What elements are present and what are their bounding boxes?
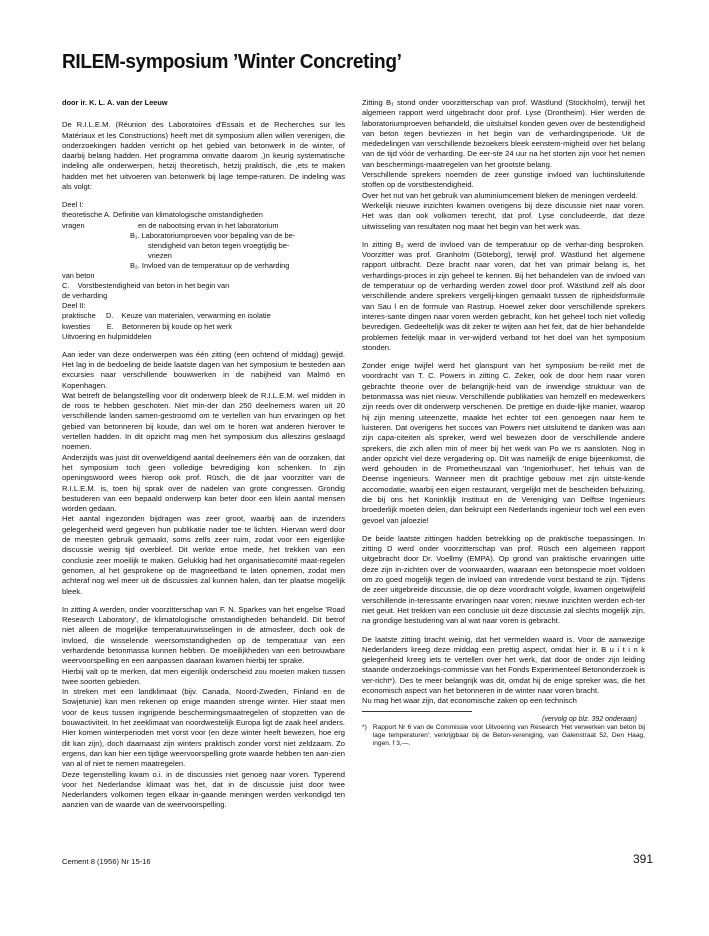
toc-line: B₁. Laboratoriumproeven voor bepaling van de be- <box>130 230 296 240</box>
body-paragraph: Aan ieder van deze onderwerpen was één zitting (een ochtend of middag) gewijd. Het lag in de bedoeling de beide laatste dagen van het symposium te besteden aan excursies naar verschillende bouwwerken in de nabijheid van Malmö en Kopenhagen. Wat betreft de belangstelling voor dit onderwerp bleek de R.I.L.E.M. wel midden in de roos te hebben geschoten. Niet min-der dan 250 deelnemers waren uit 20 verschillende landen samen-gestroomd om te vertellen van hun ervaringen op het gebied van betonneren bij koude, dan wel om te horen wat anderen hierover te vertellen hadden. In dit opzicht mag men het symposium dus alleszins geslaagd noemen. Anderzijds was juist dit overweldigend aantal deelnemers één van de oorzaken, dat het symposium toch geen volledige bevrediging kon schenken. In zijn openingswoord wees hierop ook prof. Rüsch, die dit jaar voorzitter van de R.I.L.E.M. is, toen hij sprak over de nadelen van grote congressen. Grondig bestuderen van een bepaald onderwerp kan beter door een klein aantal mensen worden gedaan. Het aantal ingezonden bijdragen was zeer groot, waarbij aan de inzenders gelegenheid werd gegeven hun publikatie nader toe te lichten. Hiervan werd door de meesten gebruik gemaakt, soms zelfs zeer ruim, zodat voor een eigenlijke discussie weinig tijd overbleef. Dit werkte ertoe mede, het trekken van een conclusie zeer moeilijk te maken. Gelukkig had het organisatiecomité maat-regelen genomen, al het gesprokene op de magneetband te laten opnemen, zodat men achteraf nog wel meer uit de discussies zal kunnen halen, dan ter plaatse mogelijk bleek. <box>62 349 345 596</box>
toc-line: van beton <box>62 271 95 281</box>
toc-line: Deel I: <box>62 200 84 210</box>
toc-line: Deel II: <box>62 301 86 311</box>
toc-line: Uitvoering en hulpmiddelen <box>62 331 152 341</box>
left-column <box>62 98 345 819</box>
footnote <box>362 724 645 749</box>
journal-footer: Cement 8 (1956) Nr 15-16 <box>62 857 151 866</box>
toc-line: B₂. Invloed van de temperatuur op de verharding <box>130 260 290 270</box>
toc-line: de verharding <box>62 291 108 301</box>
intro-paragraph: De R.I.L.E.M. (Réunion des Laboratoires d'Essais et de Recherches sur les Matériaux et les Constructions) heeft met dit symposium allen willen verenigen, die onderzoekingen hadden verricht op het gebied van betonwerk in de winter, of daarbij belang hadden. Het programma omvatte daarom ,)n keurig systematische indeling alle onderwerpen, hetzij theoretisch, hetzij praktisch, die ,ets te maken hadden met het uitvoeren van betonwerk bij lage tempe-raturen. De indeling was als volgt: <box>62 120 345 192</box>
body-paragraph: In zitting A werden, onder voorzitterschap van F. N. Sparkes van het engelse 'Road Research Laboratory', de klimatologische omstandigheden behandeld. Dit betrof niet alleen de mogelijke temperatuurwisselingen in de atmosfeer, doch ook de invloed, die wisselende weersomstandigheden op de temperatuur van een verhardende betonmassa kunnen hebben. De moeilijkheden van een betrouwbare weervoorspelling en een aanpassen daaraan kwamen hierbij ter sprake. Hierbij valt op te merken, dat men eigenlijk onderscheid zou moeten maken tussen twee soorten gebieden. In streken met een landklimaat (bijv. Canada, Noord-Zweden, Finland en de Sowjetunie) kan men rekenen op enige maanden strenge winter. Hier staat men voor de keus tussen ingrijpende beschermingsmaatregelen of stopzetten van de bouwactiviteit. In het zeeklimaat van noordwestelijk Europa ligt de zaak heel anders. Hier komen winterperioden met vorst voor (en deze winter heeft bewezen, hoe erg dit kan zijn), doch daarnaast zijn winters praktisch zonder vorst niet zeldzaam. Zo ergens, dan kan hier een tijdige weervoorspelling grote waarde hebben ten aan-zien van al of niet te nemen maatregelen. Deze tegenstelling kwam o.i. in de discussies niet genoeg naar voren. Typerend voor het Nederlandse klimaat was het, dat in de discussie juist door twee Nederlanders volkomen tegen elkaar in-gaande meningen werden verkondigd ten aanzien van de waarde van de weervoorspelling. <box>62 604 345 810</box>
footnote-mark: *) <box>362 723 367 731</box>
right-column <box>362 98 645 749</box>
body-paragraph: In zitting B₂ werd de invloed van de temperatuur op de verhar-ding besproken. Voorzitter was prof. Granholm (Göteborg), terwijl prof. Wästlund het algemene rapport uitbracht. Deze bracht naar voren, dat het van primair belang is, het verhardings-proces in zijn geheel te kennen. Bij het behandelen van de invloed van de temperatuur op de verharding werden zowel door prof. Wästlund zelf als door verschillende andere sprekers vergelij-kingen gemaakt tussen de rijpheidsformule van Sau l en de formule van Rastrup. Hoewel zeker door verschillende sprekers interes-sante dingen naar voren werden gebracht, kon het geheel toch niet volledig bevredigen. Gedeeltelijk was dit zeker te wijten aan het feit, dat de hier behandelde problemen feitelijk maar in ver-wijderd verband tot het doel van het symposium stonden. <box>362 239 645 352</box>
program-contents <box>62 200 345 341</box>
footnote-separator <box>362 711 472 712</box>
body-paragraph: De beide laatste zittingen hadden betrekking op de praktische toepassingen. In zitting D werd onder voorzitterschap van prof. Rüsch een algemeen rapport uitgebracht door Dr. Voellmy (EMPA). Op grond van praktische ervaringen uitte deze zijn in-zichten over de voorwaarden, waaraan een betonspecie moet voldoen om zo goed mogelijk tegen de invloed van intredende vorst bestand te zijn. Tijdens de zeer uitgebreide discussie, die op deze voordracht volgde, kwamen ongetwijfeld verschillende in-teressante ervaringen naar voren; nieuwe inzichten werden ech-ter niet geuit. Het trekken van een conclusie uit deze discussie zal slechts mogelijk zijn, na grondige bestudering van al wat naar voren is gebracht. <box>362 533 645 626</box>
body-paragraph: Zonder enige twijfel werd het glanspunt van het symposium be-reikt met de voordracht van T. C. Powers in zitting C. Zeker, ook de door hem naar voren gebrachte theorie over de belangrijk-heid van de inwendige struktuur van de betonmassa was niet nieuw. Verschillende publikaties van hemzelf en medewerkers zijn reeds over dit onderwerp verschenen. De prettige en duide-lijke manier, waarop hij zijn mening uiteenzette, maakte het echter tot een genoegen naar hem te luisteren. Dat overigens het succes van Powers niet uitsluitend te danken was aan zijn capa-citeiten als spreker, werd wel bewezen door de verschillende andere sprekers, die zich allen min of meer bij het werk van Po we rs aansloten. Nog in ander opzicht viel deze vergadering op. Dit was namelijk de enige bijeenkomst, die werd gehouden in de Prometheuszaal van 'Ingeniorhuset', het tehuis van de Deense ingenieurs. Wanneer men dit prachtige gebouw met zijn uitste-kende accomodatie, waarbij een eigen restaurant, vergelijkt met de bescheiden behuizing, die bij ons het Koninklijk Instituut en de Vereniging van Delftse Ingenieurs broederlijk moeten delen, dan bekruipt een Nederlands ingenieur toch wel een even gevoel van jaloezie! <box>362 361 645 525</box>
author-line: door ir. K. L. A. van der Leeuw <box>62 98 168 107</box>
body-paragraph: De laatste zitting bracht weinig, dat het vermelden waard is. Voor de aanwezige Nederlanders kreeg deze middag een prettig aspect, omdat hier ir. B u i t i n k gelegenheid kreeg iets te vertellen over het werk, dat door de onder zijn leiding staande onderzoekings-commissie van het Fonds Experimenteel Betononderzoek is ver-richt*). Des te meer belangrijk was dit, omdat hij de enige spreker was, die het economisch aspect van het betonneren in de winter naar voren bracht. Nu mag het waar zijn, dat economische zaken op een technisch <box>362 634 645 706</box>
continued-note: (vervolg op blz. 392 onderaan) <box>542 715 637 723</box>
toc-line: praktische D. Keuze van materialen, verwarming en isolatie <box>62 311 271 321</box>
article-title: RILEM-symposium ’Winter Concreting’ <box>62 50 402 73</box>
page-number: 391 <box>633 852 654 866</box>
toc-line: kwesties E. Betonneren bij koude op het werk <box>62 321 233 331</box>
body-paragraph: Zitting B₁ stond onder voorzitterschap van prof. Wästlund (Stockholm), terwijl het algemeen rapport werd uitgebracht door prof. Lyse (Drontheim). Hier werden de laboratoriumproeven behandeld, die uitsluitsel konden geven over de bestendigheid van beton tegen bevriezen in het begin van de verhardingsperiode. Uit de mededelingen van verschillende bezoekers bleek eenstem-migheid over het belang van de tijd vóór de verharding. De eer-ste 24 uur na het storten zijn voor het nemen van beschermings-maatregelen van het grootste belang. Verschillende sprekers noemden de zeer gunstige invloed van luchtinsluitende stoffen op de vorstbestendigheid. Over het nut van het gebruik van aluminiumcement bleken de meningen verdeeld. Werkelijk nieuwe inzichten kwamen overigens bij deze discussie niet naar voren. Het was dan ook volkomen terecht, dat prof. Lyse concludeerde, dat deze uitwisseling van resultaten nog maar het begin van het werk was. <box>362 98 645 231</box>
toc-line: vriezen <box>148 250 172 260</box>
footnote-text: Rapport Nr 6 van de Commissie voor Uitvoering van Research 'Het verwerken van beton bij lage temperaturen'; verkrijgbaar bij de Beton-vereniging, van Galenstraat 52, Den Haag, ingen. f 3,—. <box>372 723 645 748</box>
toc-line: vragen en de nabootsing ervan in het laboratorium <box>62 220 279 230</box>
toc-line: stendigheid van beton tegen vroegtijdig be- <box>148 240 290 250</box>
toc-line: C. Vorstbestendigheid van beton in het begin van <box>62 281 230 291</box>
toc-line: theoretische A. Definitie van klimatologische omstandigheden <box>62 210 263 220</box>
